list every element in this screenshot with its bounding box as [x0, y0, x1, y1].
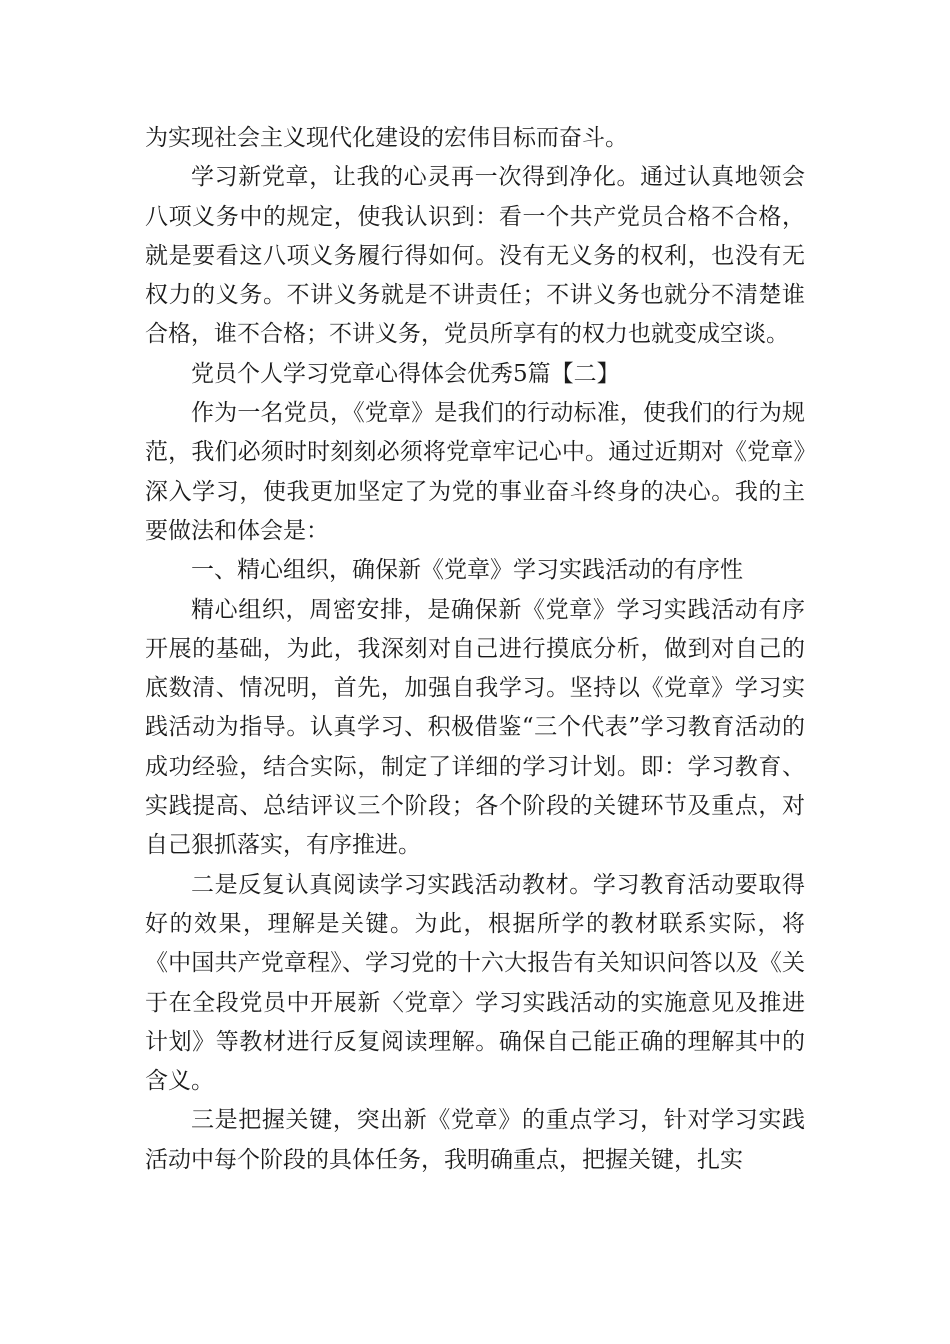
- paragraph-continuation: 为实现社会主义现代化建设的宏伟目标而奋斗。: [145, 125, 628, 151]
- paragraph-point-one-heading: 一、精心组织，确保新《党章》学习实践活动的有序性: [191, 557, 743, 584]
- document-body: [145, 119, 805, 1180]
- section-heading: 党员个人学习党章心得体会优秀5篇【二】: [191, 360, 620, 387]
- paragraph-new-party-constitution: 学习新党章，让我的心灵再一次得到净化。通过认真地领会八项义务中的规定，使我认识到：看一个共产党员合格不合格，就是要看这八项义务履行得如何。没有无义务的权利，也没有无权力的义务。不讲义务就是不讲责任；不讲义务也就分不清楚谁合格，谁不合格；不讲义务，党员所享有的权力也就变成空谈。: [145, 164, 805, 348]
- paragraph-point-three: 三是把握关键，突出新《党章》的重点学习，针对学习实践活动中每个阶段的具体任务，我明确重点，把握关键，扎实: [145, 1107, 805, 1173]
- paragraph-point-two: 二是反复认真阅读学习实践活动教材。学习教育活动要取得好的效果，理解是关键。为此，根据所学的教材联系实际，将《中国共产党章程》、学习党的十六大报告有关知识问答以及《关于在全段党员中开展新〈党章〉学习实践活动的实施意见及推进计划》等教材进行反复阅读理解。确保自己能正确的理解其中的含义。: [145, 871, 805, 1095]
- paragraph-intro: 作为一名党员，《党章》是我们的行动标准，使我们的行为规范，我们必须时时刻刻必须将党章牢记心中。通过近期对《党章》深入学习，使我更加坚定了为党的事业奋斗终身的决心。我的主要做法和体会是：: [145, 400, 805, 544]
- paragraph-organization: 精心组织，周密安排，是确保新《党章》学习实践活动有序开展的基础，为此，我深刻对自己进行摸底分析，做到对自己的底数清、情况明，首先，加强自我学习。坚持以《党章》学习实践活动为指导。认真学习、积极借鉴“三个代表”学习教育活动的成功经验，结合实际，制定了详细的学习计划。即：学习教育、实践提高、总结评议三个阶段；各个阶段的关键环节及重点，对自己狠抓落实，有序推进。: [145, 596, 805, 859]
